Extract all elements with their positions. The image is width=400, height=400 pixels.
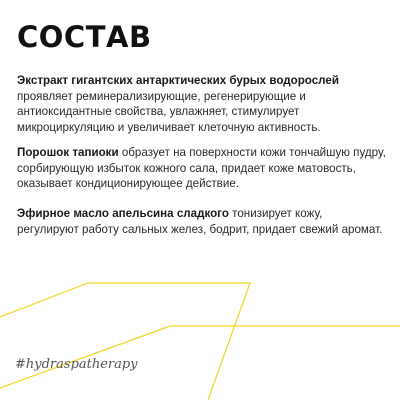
ingredient-name: Порошок тапиоки (17, 146, 119, 159)
ingredient-paragraph-tapioca-powder (17, 145, 387, 192)
page-title: СОСТАВ (17, 20, 152, 54)
ingredient-paragraph-algae-extract (17, 73, 387, 135)
hashtag: #hydraspatherapy (15, 357, 138, 372)
ingredient-name: Экстракт гигантских антарктических бурых водорослей (17, 74, 339, 87)
ingredient-paragraph-orange-oil (17, 206, 387, 237)
decorative-line-upper (0, 283, 250, 400)
ingredient-description: проявляет реминерализирующие, регенерирующие и антиоксидантные свойства, увлажняет, стимулирует микроциркуляцию и увеличивает клеточную активность. (17, 89, 321, 134)
ingredient-description: образует на поверхности кожи тончайшую пудру, сорбирующую избыток кожного сала, придает коже матовость, оказывает кондиционирующее действие. (17, 146, 386, 191)
ingredient-description: тонизирует кожу, регулируют работу сальных желез, бодрит, придает свежий аромат. (17, 207, 383, 236)
ingredient-name: Эфирное масло апельсина сладкого (17, 207, 229, 220)
